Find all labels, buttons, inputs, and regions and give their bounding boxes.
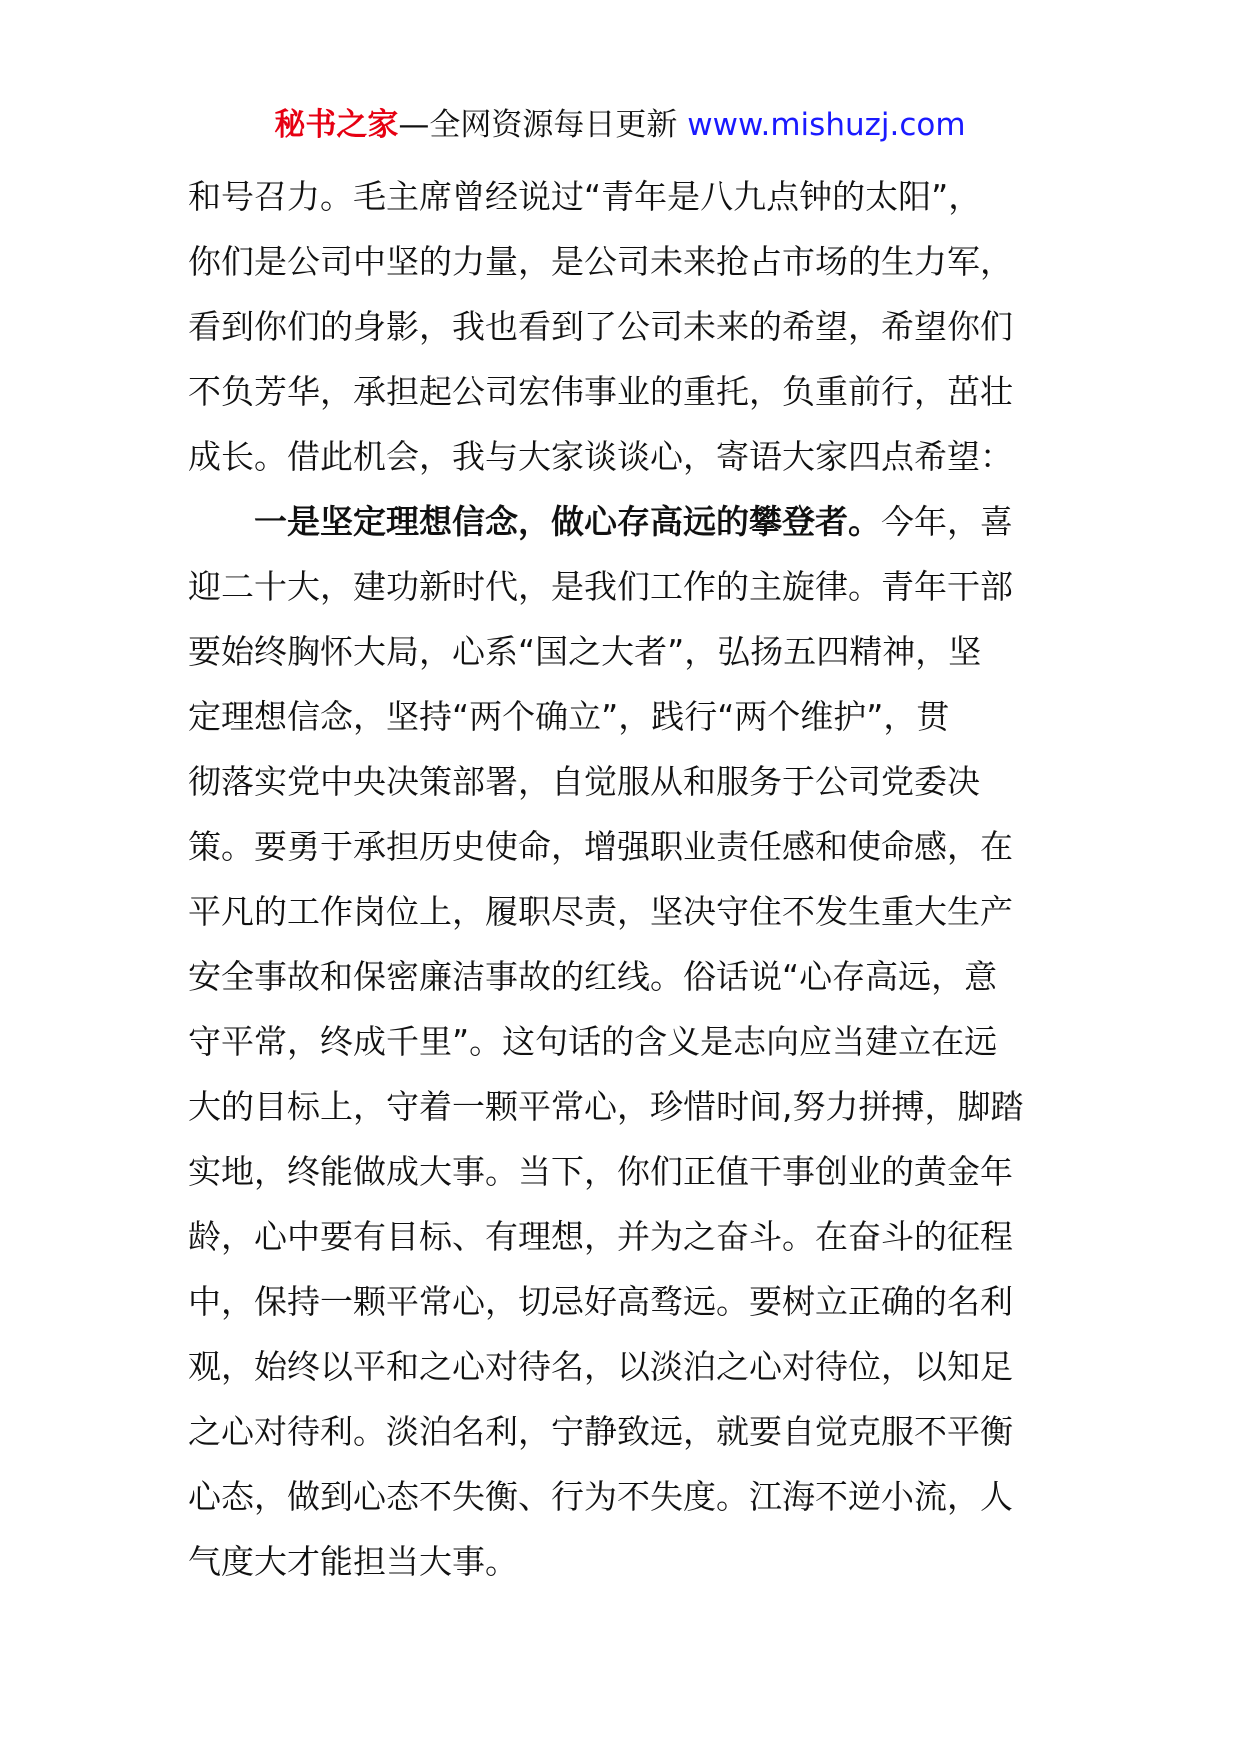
text-line: 龄，心中要有目标、有理想，并为之奋斗。在奋斗的征程 <box>188 1217 1013 1256</box>
text-line: 之心对待利。淡泊名利，宁静致远，就要自觉克服不平衡 <box>188 1412 1013 1451</box>
paragraph-lead-heading: 一是坚定理想信念，做心存高远的攀登者。 <box>254 502 881 541</box>
text-line: 观，始终以平和之心对待名，以淡泊之心对待位，以知足 <box>188 1347 1013 1386</box>
page-header <box>0 100 1240 150</box>
text-line: 和号召力。毛主席曾经说过“青年是八九点钟的太阳”， <box>188 177 982 216</box>
text-line: 定理想信念，坚持“两个确立”，践行“两个维护”，贯 <box>188 697 950 736</box>
text-line: 守平常，终成千里”。这句话的含义是志向应当建立在远 <box>188 1022 998 1061</box>
header-slogan: —全网资源每日更新 <box>398 107 678 143</box>
text-line: 中，保持一颗平常心，切忌好高骛远。要树立正确的名利 <box>188 1282 1013 1321</box>
text-line-first <box>188 489 1062 554</box>
text-line: 要始终胸怀大局，心系“国之大者”，弘扬五四精神，坚 <box>188 632 982 671</box>
text-line: 不负芳华，承担起公司宏伟事业的重托，负重前行，茁壮 <box>188 372 1013 411</box>
text-line: 看到你们的身影，我也看到了公司未来的希望，希望你们 <box>188 307 1013 346</box>
text-line: 平凡的工作岗位上，履职尽责，坚决守住不发生重大生产 <box>188 892 1013 931</box>
paragraph-2 <box>188 489 1062 1594</box>
text-line: 策。要勇于承担历史使命，增强职业责任感和使命感，在 <box>188 827 1013 866</box>
header-brand: 秘书之家 <box>274 107 399 143</box>
text-line: 心态，做到心态不失衡、行为不失度。江海不逆小流，人 <box>188 1477 1013 1516</box>
text-line: 迎二十大，建功新时代，是我们工作的主旋律。青年干部 <box>188 567 1013 606</box>
text-line: 彻落实党中央决策部署，自觉服从和服务于公司党委决 <box>188 762 980 801</box>
text-run: 今年，喜 <box>881 502 1013 541</box>
text-line: 实地，终能做成大事。当下，你们正值干事创业的黄金年 <box>188 1152 1013 1191</box>
document-body <box>188 164 1062 1594</box>
text-line: 大的目标上，守着一颗平常心，珍惜时间,努力拼搏，脚踏 <box>188 1087 1024 1126</box>
text-line: 安全事故和保密廉洁事故的红线。俗话说“心存高远，意 <box>188 957 998 996</box>
header-site-link[interactable]: www.mishuzj.com <box>687 107 966 143</box>
paragraph-1 <box>188 164 1062 489</box>
text-line: 成长。借此机会，我与大家谈谈心，寄语大家四点希望： <box>188 437 1013 476</box>
text-line: 你们是公司中坚的力量，是公司未来抢占市场的生力军， <box>188 242 1013 281</box>
text-line: 气度大才能担当大事。 <box>188 1542 518 1581</box>
